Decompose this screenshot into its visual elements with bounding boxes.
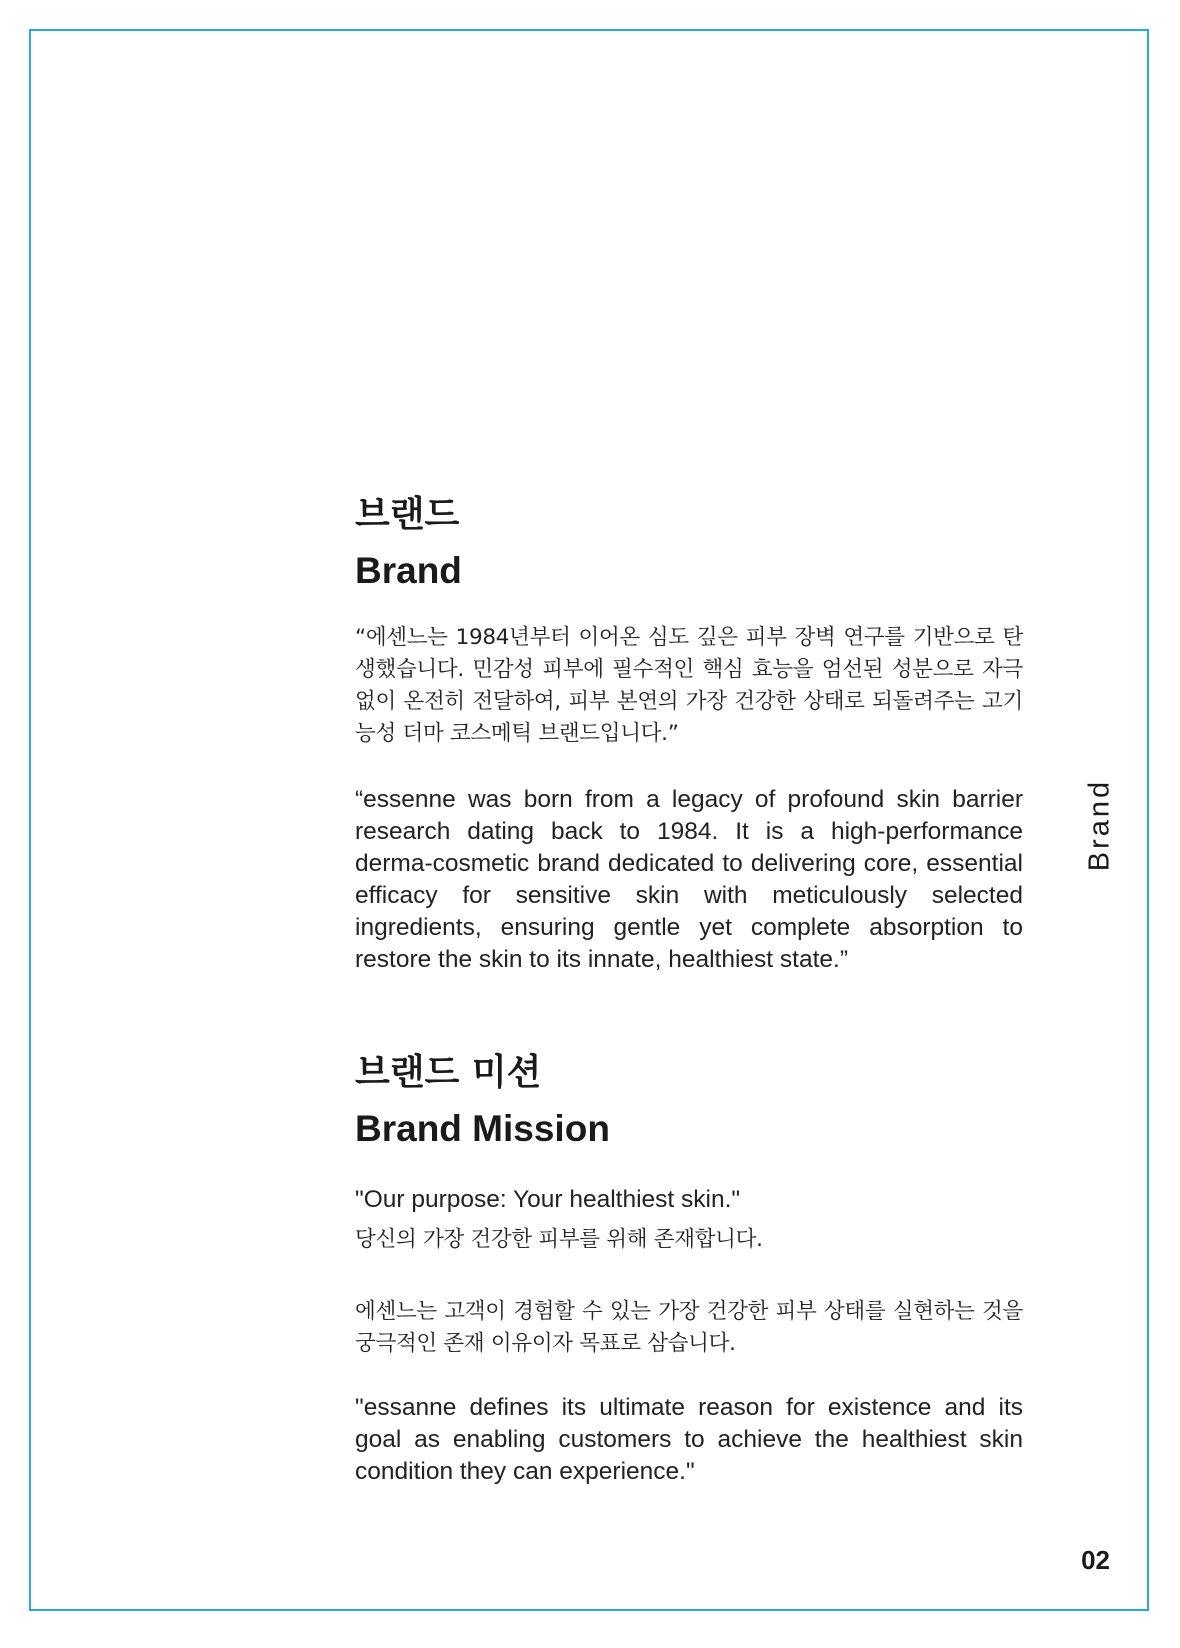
brand-paragraph-en: “essenne was born from a legacy of profound skin barrier research dating back to 1984. It is a high-performance derma-cosmetic brand dedicated to delivering core, essential efficacy for sensitive skin with meticulously selected ingredients, ensuring gentle yet complete absorption to restore the skin to its innate, healthiest state.” <box>355 786 1023 973</box>
mission-heading-en: Brand Mission <box>355 1108 610 1149</box>
mission-quote-en: "Our purpose: Your healthiest skin." <box>355 1186 741 1213</box>
mission-heading-ko: 브랜드 미션 <box>355 1052 542 1093</box>
brand-section <box>355 492 1023 976</box>
mission-paragraph-en: "essanne defines its ultimate reason for existence and its goal as enabling customers to achieve the healthiest skin condition they can experience." <box>355 1394 1023 1485</box>
mission-paragraph-ko: 에센느는 고객이 경험할 수 있는 가장 건강한 피부 상태를 실현하는 것을 궁극적인 존재 이유이자 목표로 삼습니다. <box>355 1299 1023 1356</box>
side-section-label: Brand <box>1083 778 1116 872</box>
brand-heading-ko: 브랜드 <box>355 494 460 535</box>
brand-heading-en: Brand <box>355 550 462 591</box>
mission-section <box>355 1050 1023 1488</box>
page-number: 02 <box>1081 1545 1110 1575</box>
mission-quote-ko: 당신의 가장 건강한 피부를 위해 존재합니다. <box>355 1227 763 1252</box>
brand-paragraph-ko: “에센느는 1984년부터 이어온 심도 깊은 피부 장벽 연구를 기반으로 탄생했습니다. 민감성 피부에 필수적인 핵심 효능을 엄선된 성분으로 자극 없이 온전히 전달하여, 피부 본연의 가장 건강한 상태로 되돌려주는 고기능성 더마 코스메틱 브랜드입니다.” <box>355 625 1023 746</box>
